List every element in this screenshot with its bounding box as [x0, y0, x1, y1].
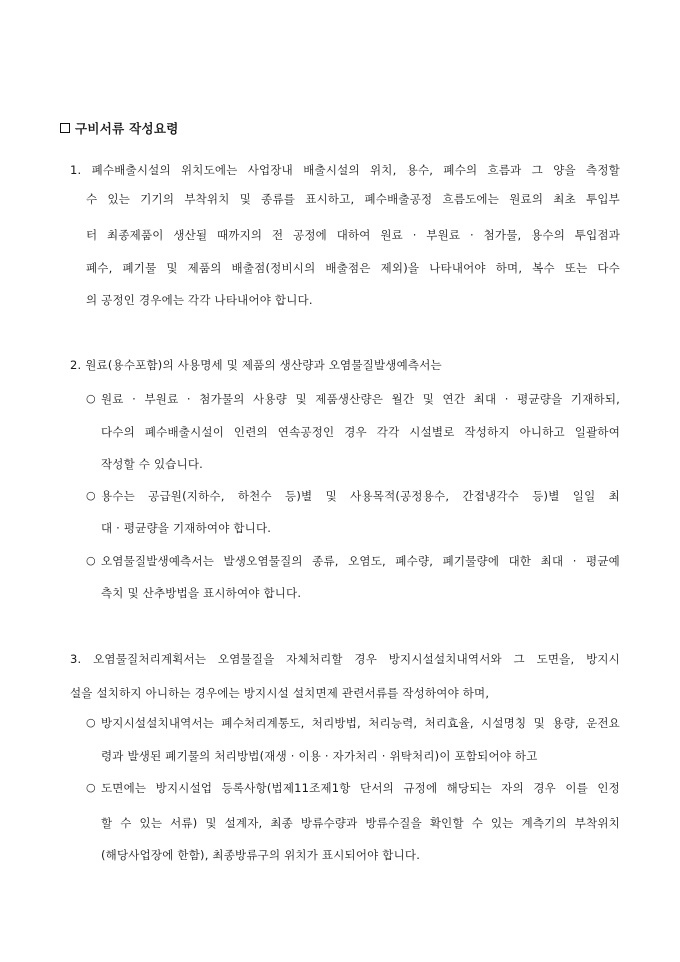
bullet-line: 작성할 수 있습니다.	[101, 457, 204, 471]
bullet-line: 오염물질발생예측서는 발생오염물질의 종류, 오염도, 폐수량, 폐기물량에 대한 최대 · 평균예	[101, 554, 620, 568]
paragraph-line: 폐수, 폐기물 및 제품의 배출점(정비시의 배출점은 제외)을 나타내어야 하며, 복수 또는 다수	[86, 261, 620, 275]
bullet-line: 측치 및 산추방법을 표시하여야 합니다.	[101, 586, 302, 600]
bullet-line: 용수는 공급원(지하수, 하천수 등)별 및 사용목적(공정용수, 간접냉각수 등)별 일일 최	[101, 489, 620, 503]
bullet-circle-icon: ○	[86, 392, 96, 405]
section-title: 2. 원료(용수포함)의 사용명세 및 제품의 생산량과 오염물질발생예측서는	[70, 358, 442, 372]
bullet-line: 대 · 평균량을 기재하여야 합니다.	[101, 521, 272, 535]
bullet-line: 원료 · 부원료 · 첨가물의 사용량 및 제품생산량은 월간 및 연간 최대 · 평균량을 기재하되,	[101, 392, 620, 406]
paragraph-line: 수 있는 기기의 부착위치 및 종류를 표시하고, 폐수배출공정 흐름도에는 원료의 최초 투입부	[86, 192, 620, 206]
section-heading	[60, 119, 179, 137]
bullet-circle-icon: ○	[86, 554, 96, 567]
heading-text: 구비서류 작성요령	[75, 121, 179, 136]
paragraph-line: 설을 설치하지 아니하는 경우에는 방지시설 설치면제 관련서류를 작성하여야 하며,	[70, 686, 490, 700]
bullet-line: 다수의 폐수배출시설이 인련의 연속공정인 경우 각각 시설별로 작성하지 아니하고 일괄하여	[101, 425, 620, 439]
bullet-line: 도면에는 방지시설업 등록사항(법제11조제1항 단서의 규정에 해당되는 자의 경우 이를 인정	[101, 781, 620, 795]
paragraph-line: 의 공정인 경우에는 각각 나타내어야 합니다.	[86, 293, 313, 307]
bullet-line: (해당사업장에 한함), 최종방류구의 위치가 표시되어야 합니다.	[101, 848, 421, 862]
bullet-line: 령과 발생된 폐기물의 처리방법(재생 · 이용 · 자가처리 · 위탁처리)이 포함되어야 하고	[101, 749, 538, 763]
bullet-circle-icon: ○	[86, 489, 96, 502]
bullet-circle-icon: ○	[86, 781, 96, 794]
checkbox-square-icon	[60, 123, 70, 133]
bullet-line: 방지시설설치내역서는 폐수처리계통도, 처리방법, 처리능력, 처리효율, 시설명칭 및 용량, 운전요	[101, 716, 620, 730]
bullet-circle-icon: ○	[86, 716, 96, 729]
paragraph-line: 터 최종제품이 생산될 때까지의 전 공정에 대하여 원료 · 부원료 · 첨가물, 용수의 투입점과	[86, 228, 620, 242]
paragraph-line: 1. 폐수배출시설의 위치도에는 사업장내 배출시설의 위치, 용수, 폐수의 흐름과 그 양을 측정할	[70, 163, 620, 177]
bullet-line: 할 수 있는 서류) 및 설계자, 최종 방류수량과 방류수질을 확인할 수 있는 계측기의 부착위치	[101, 816, 620, 830]
paragraph-line: 3. 오염물질처리계획서는 오염물질을 자체처리할 경우 방지시설설치내역서와 그 도면을, 방지시	[70, 652, 620, 666]
